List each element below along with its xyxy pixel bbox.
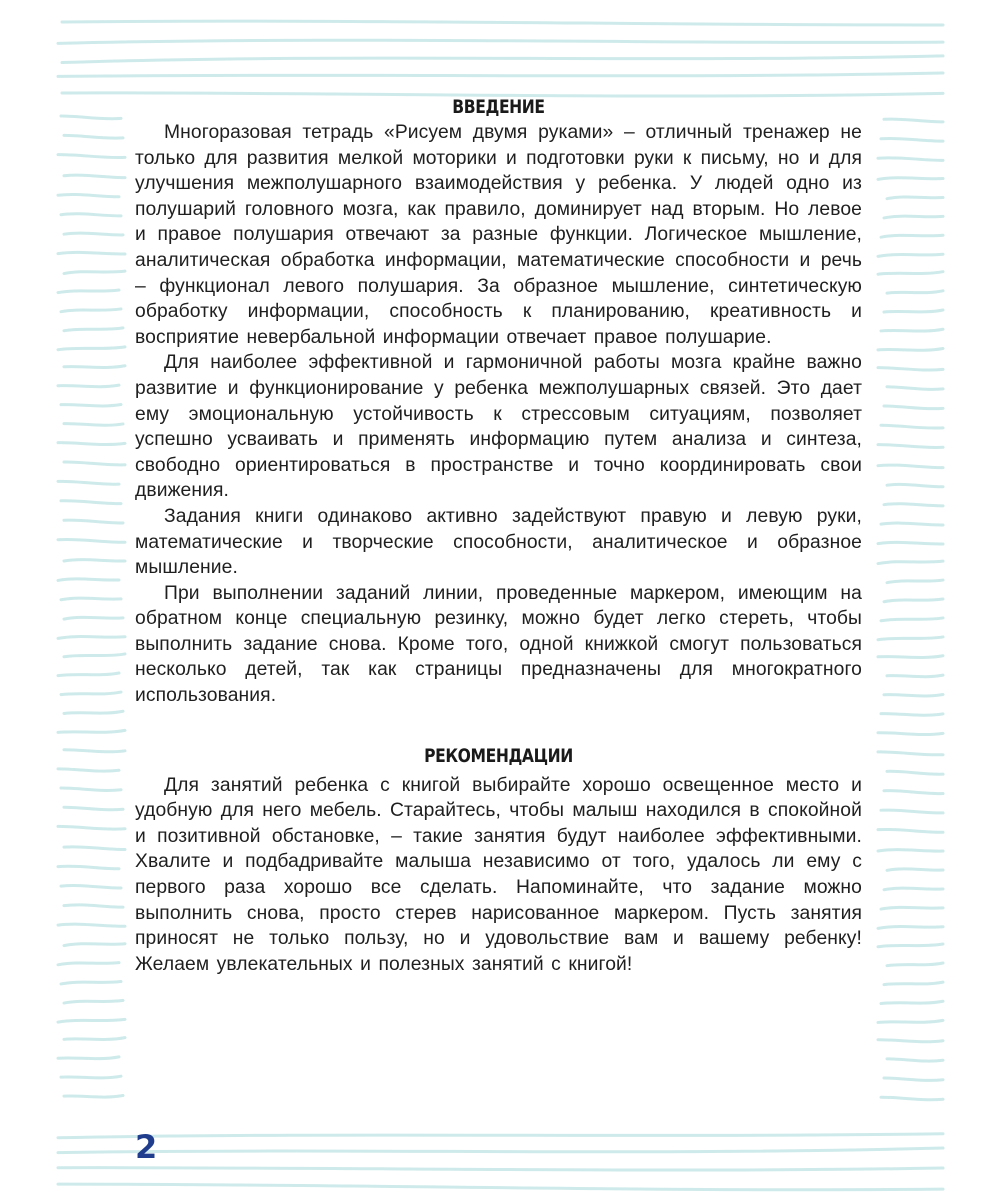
background-line	[881, 329, 943, 331]
background-line	[878, 158, 943, 161]
background-line	[878, 637, 943, 640]
background-line	[887, 580, 943, 583]
background-line	[878, 445, 943, 448]
intro-section	[135, 94, 862, 709]
background-line	[58, 1134, 943, 1138]
background-line	[64, 424, 123, 426]
background-line	[64, 328, 123, 331]
background-line	[878, 178, 943, 180]
background-line	[878, 829, 943, 832]
intro-heading: ВВЕДЕНИЕ	[452, 96, 545, 118]
background-line	[878, 944, 943, 947]
background-line	[64, 271, 125, 273]
background-line	[64, 807, 123, 810]
background-line	[58, 290, 119, 293]
background-line	[884, 504, 943, 506]
intro-paragraph: Задания книги одинаково активно задействуют правую и левую руки, математические и творческие способности, аналитическое и образное мышление.	[135, 505, 862, 579]
recommendations-section	[135, 743, 862, 978]
background-line	[884, 310, 943, 312]
background-line	[61, 1076, 121, 1078]
background-line	[884, 216, 943, 218]
background-line	[58, 385, 119, 387]
background-line	[887, 291, 943, 293]
intro-paragraph: При выполнении заданий линии, проведенные маркером, имеющим на обратном конце специальную резинку, можно будет легко стереть, чтобы выполнить задание снова. Кроме того, одной книжкой смогут пользоваться несколько детей, так как страницы предназначены для многократного использования.	[135, 582, 862, 707]
recommendations-paragraph: Для занятий ребенка с книгой выбирайте хорошо освещенное место и удобную для него мебель. Старайтесь, чтобы малыш находился в спокойной и позитивной обстановке, – такие занятия будут наиболее эффективными. Хвалите и подбадривайте малыша независимо от того, удалось ли ему с первого раза хорошо все сделать. Напоминайте, что задание можно выполнить снова, просто стерев нарисованное маркером. Пусть занятия приносят не только пользу, но и удовольствие вам и вашему ребенку! Желаем увлекательных и полезных занятий с книгой!	[135, 774, 862, 975]
background-line	[61, 886, 121, 888]
background-line	[881, 1097, 943, 1100]
background-line	[884, 982, 943, 985]
background-line	[64, 462, 125, 465]
page-number: 2	[135, 1128, 158, 1166]
background-line	[58, 194, 119, 196]
background-line	[878, 927, 943, 929]
background-line	[61, 309, 121, 312]
background-line	[881, 425, 943, 428]
background-line	[58, 826, 125, 829]
background-line	[58, 769, 119, 771]
background-line	[881, 618, 943, 621]
background-line	[64, 366, 125, 368]
background-line	[61, 214, 121, 216]
background-line	[64, 654, 125, 657]
background-line	[64, 175, 125, 177]
background-line	[887, 963, 943, 966]
background-line	[64, 847, 125, 850]
background-line	[64, 1000, 123, 1003]
background-line	[884, 406, 943, 409]
background-line	[878, 850, 943, 851]
intro-paragraph: Многоразовая тетрадь «Рисуем двумя руками» – отличный тренажер не только для развития мелкой моторики и подготовки руки к письму, но и для улучшения межполушарного взаимодействия у ребенка. У людей одно из полушарий головного мозга, как правило, доминирует над вторым. Но левое и правое полушария отвечают за разные функции. Логическое мышление, аналитическая обработка информации, математические способности и речь – функционал левого полушария. За образное мышление, синтетическую обработку информации, способность к планированию, креативность и восприятие невербальной информации отвечает правое полушарие.	[135, 122, 862, 348]
background-line	[64, 135, 123, 138]
background-line	[58, 579, 119, 581]
background-line	[62, 56, 943, 63]
background-line	[887, 197, 943, 199]
background-line	[62, 21, 943, 25]
background-line	[884, 888, 943, 890]
background-line	[64, 1038, 125, 1040]
background-line	[884, 119, 943, 122]
background-line	[64, 711, 123, 713]
background-line	[58, 443, 125, 445]
background-line	[878, 561, 943, 563]
background-line	[64, 750, 125, 752]
background-line	[878, 348, 943, 350]
background-line	[64, 1096, 123, 1098]
background-line	[64, 520, 123, 523]
background-line	[878, 465, 943, 468]
background-line	[878, 1020, 943, 1022]
background-line	[884, 599, 943, 602]
background-line	[878, 254, 943, 256]
background-line	[881, 907, 943, 909]
background-line	[58, 637, 125, 639]
background-line	[61, 405, 121, 406]
intro-paragraph: Для наиболее эффективной и гармоничной работы мозга крайне важно развитие и функционирование у ребенка межполушарных связей. Это дает ему эмоциональную устойчивость к стрессовым ситуациям, позволяет успешно усваивать и применять информацию путем анализа и синтеза, свободно ориентироваться в пространстве и точно координировать свои движения.	[135, 352, 862, 502]
background-line	[881, 1001, 943, 1003]
background-line	[64, 560, 125, 561]
background-line	[58, 866, 119, 869]
recommendations-heading: РЕКОМЕНДАЦИИ	[424, 744, 573, 767]
background-line	[884, 694, 943, 695]
background-line	[61, 788, 121, 790]
background-line	[58, 673, 119, 676]
background-line	[881, 523, 943, 525]
background-line	[58, 347, 125, 350]
background-line	[887, 387, 943, 390]
background-line	[58, 481, 119, 484]
background-line	[878, 368, 943, 370]
background-line	[58, 252, 125, 254]
background-line	[887, 1059, 943, 1061]
background-line	[878, 733, 943, 735]
background-line	[881, 714, 943, 716]
background-line	[878, 272, 943, 275]
background-line	[58, 539, 125, 542]
background-line	[887, 771, 943, 774]
background-line	[881, 138, 943, 141]
background-line	[64, 233, 123, 235]
background-line	[887, 869, 943, 871]
background-line	[61, 598, 121, 600]
background-line	[878, 1040, 943, 1042]
background-line	[58, 40, 943, 43]
background-line	[884, 1078, 943, 1080]
background-line	[61, 116, 121, 119]
background-line	[61, 692, 121, 694]
background-line	[881, 810, 943, 813]
background-line	[64, 944, 125, 946]
background-line	[58, 730, 125, 732]
background-line	[61, 501, 121, 504]
background-line	[58, 1057, 119, 1059]
background-line	[884, 791, 943, 794]
background-line	[58, 963, 119, 965]
background-line	[58, 73, 943, 76]
background-line	[58, 924, 125, 926]
background-line	[887, 484, 943, 486]
background-line	[878, 542, 943, 544]
background-line	[64, 905, 123, 907]
background-line	[887, 675, 943, 677]
background-line	[58, 1148, 943, 1153]
background-line	[61, 982, 121, 984]
background-line	[878, 656, 943, 658]
background-line	[881, 235, 943, 237]
background-line	[64, 617, 123, 619]
background-line	[58, 1019, 125, 1022]
background-line	[58, 1184, 943, 1190]
background-line	[878, 752, 943, 755]
page-content	[135, 94, 862, 977]
background-line	[58, 1168, 943, 1170]
background-line	[58, 155, 125, 158]
